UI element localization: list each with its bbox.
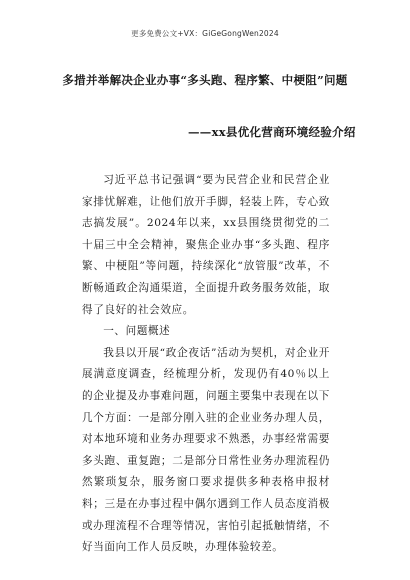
document-subtitle: ——xx县优化营商环境经验介绍 — [188, 125, 356, 139]
header-watermark: 更多免费公文+VX：GiGeGongWen2024 — [131, 29, 279, 38]
section-heading-overview: 一、问题概述 — [103, 325, 171, 338]
paragraph-overview: 我县以开展“政企夜话”活动为契机，对企业开展满意度调查，经梳理分析，发现仍有40％以上的企业提及办事难问题，问题主要集中表现在以下几个方面：一是部分刚入驻的企业业务办理人员，对本地环境和业务办理要求不熟悉，办事经常需要多头跑、重复跑；二是部分日常性业务办理流程仍然繁琐复杂，服务窗口要求提供多种表格申报材料；三是在办事过程中偶尔遇到工作人员态度消极或办理流程不合理等情况，害怕引起抵触情绪，不好当面向工作人员反映，办理体验较差。 — [82, 346, 330, 554]
document-body — [82, 170, 330, 559]
document-title: 多措并举解决企业办事“多头跑、程序繁、中梗阻”问题 — [62, 73, 348, 87]
paragraph-intro: 习近平总书记强调“要为民营企业和民营企业家排忧解难，让他们放开手脚，轻装上阵，专心致志搞发展”。2024年以来，xx县围绕贯彻党的二十届三中全会精神，聚焦企业办事“多头跑、程序繁、中梗阻”等问题，持续深化“放管服”改革，不断畅通政企沟通渠道，全面提升政务服务效能，取得了良好的社会效应。 — [82, 174, 330, 316]
